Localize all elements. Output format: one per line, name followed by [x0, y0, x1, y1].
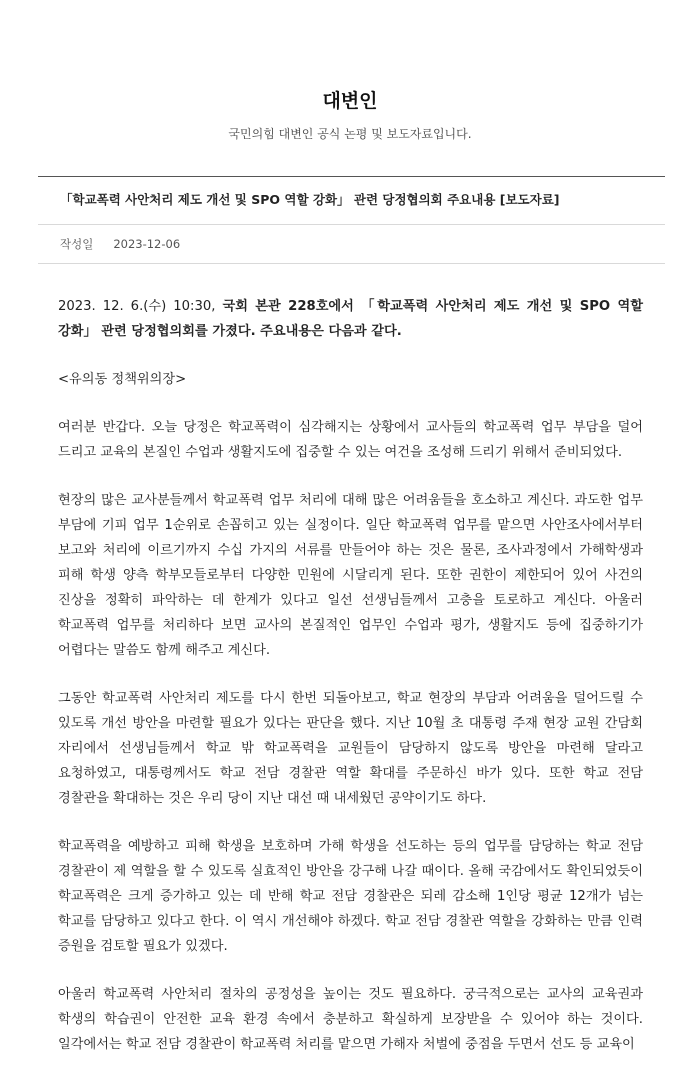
page-subtitle: 국민의힘 대변인 공식 논평 및 보도자료입니다.	[228, 127, 472, 141]
intro-datetime: 2023. 12. 6.(수) 10:30,	[58, 299, 223, 314]
intro-paragraph	[58, 294, 643, 344]
paragraph-1: 여러분 반갑다. 오늘 당정은 학교폭력이 심각해지는 상황에서 교사들의 학교폭력 업무 부담을 덜어 드리고 교육의 본질인 수업과 생활지도에 집중할 수 있는 여건을 조성해 드리기 위해서 준비되었다.	[58, 420, 643, 460]
speaker-heading: <유의동 정책위의장>	[58, 372, 187, 387]
post-title: 「학교폭력 사안처리 제도 개선 및 SPO 역할 강화」 관련 당정협의회 주요내용 [보도자료]	[60, 192, 560, 207]
paragraph-3: 그동안 학교폭력 사안처리 제도를 다시 한번 되돌아보고, 학교 현장의 부담과 어려움을 덜어드릴 수 있도록 개선 방안을 마련할 필요가 있다는 판단을 했다. 지난 10월 초 대통령 주재 현장 교원 간담회 자리에서 선생님들께서 학교 밖 학교폭력을 교원들이 담당하지 않도록 방안을 마련해 달라고 요청하였고, 대통령께서도 학교 전담 경찰관 역할 확대를 주문하신 바가 있다. 또한 학교 전담 경찰관을 확대하는 것은 우리 당이 지난 대선 때 내세웠던 공약이기도 하다.	[58, 691, 643, 806]
date-label: 작성일	[60, 237, 94, 251]
meta-divider	[38, 263, 665, 264]
article-body	[58, 294, 643, 1080]
paragraph-2: 현장의 많은 교사분들께서 학교폭력 업무 처리에 대해 많은 어려움들을 호소하고 계신다. 과도한 업무 부담에 기피 업무 1순위로 손꼽히고 있는 실정이다. 일단 학교폭력 업무를 맡으면 사안조사에서부터 보고와 처리에 이르기까지 수십 가지의 서류를 만들어야 하는 것은 물론, 조사과정에서 가해학생과 피해 학생 양측 학부모들로부터 다양한 민원에 시달리게 된다. 또한 권한이 제한되어 있어 사건의 진상을 정확히 파악하는 데 한계가 있다고 일선 선생님들께서 고충을 토로하고 계신다. 아울러 학교폭력 업무를 처리하다 보면 교사의 본질적인 업무인 수업과 평가, 생활지도 등에 집중하기가 어렵다는 말씀도 함께 해주고 계신다.	[58, 493, 643, 658]
paragraph-5: 아울러 학교폭력 사안처리 절차의 공정성을 높이는 것도 필요하다. 궁극적으로는 교사의 교육권과 학생의 학습권이 안전한 교육 환경 속에서 충분하고 확실하게 보장받을 수 있어야 하는 것이다. 일각에서는 학교 전담 경찰관이 학교폭력 처리를 맡으면 가해자 처벌에 중점을 두면서 선도 등 교육이	[58, 987, 643, 1052]
page-title: 대변인	[322, 90, 378, 112]
paragraph-4: 학교폭력을 예방하고 피해 학생을 보호하며 가해 학생을 선도하는 등의 업무를 담당하는 학교 전담 경찰관이 제 역할을 할 수 있도록 실효적인 방안을 강구해 나갈 때이다. 올해 국감에서도 확인되었듯이 학교폭력은 크게 증가하고 있는 데 반해 학교 전담 경찰관은 되레 감소해 1인당 평균 12개가 넘는 학교를 담당하고 있다고 한다. 이 역시 개선해야 하겠다. 학교 전담 경찰관 역할을 강화하는 만큼 인력 증원을 검토할 필요가 있겠다.	[58, 839, 643, 954]
intro-summary: 국회 본관 228호에서 「학교폭력 사안처리 제도 개선 및 SPO 역할 강화」 관련 당정협의회를 가졌다. 주요내용은 다음과 같다.	[58, 299, 643, 339]
title-divider	[38, 224, 665, 225]
date-value: 2023-12-06	[113, 237, 181, 251]
post-meta	[60, 236, 180, 252]
top-divider	[38, 176, 665, 177]
